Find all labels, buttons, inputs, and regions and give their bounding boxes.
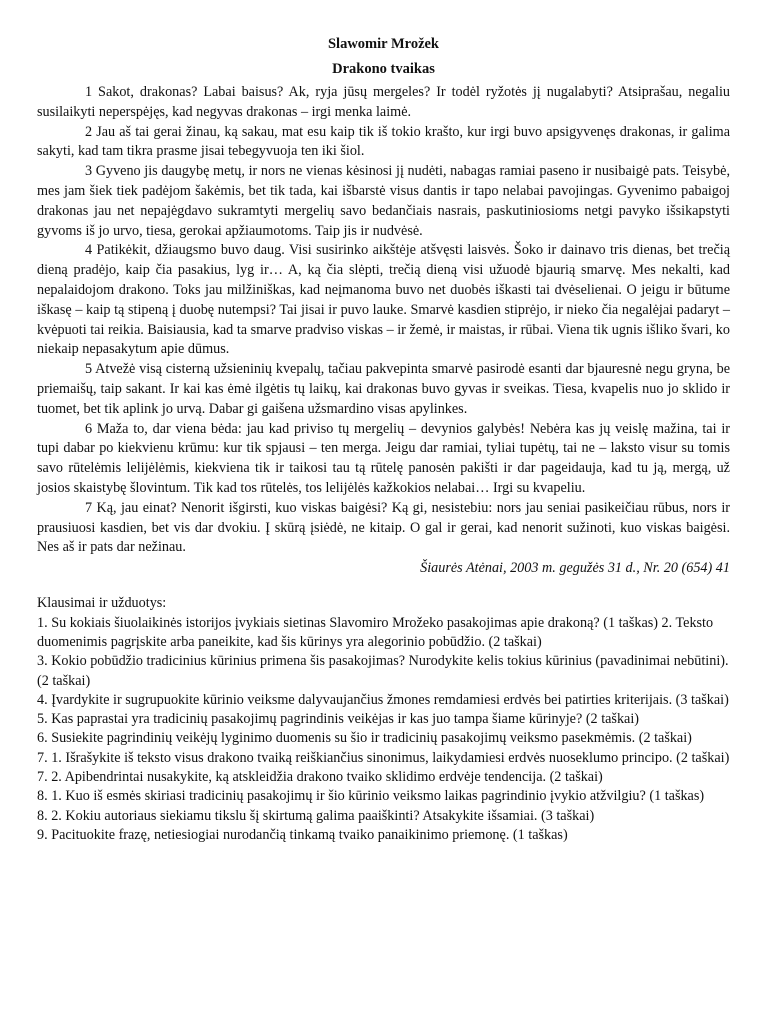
- story-paragraph: 2 Jau aš tai gerai žinau, ką sakau, mat esu kaip tik iš tokio krašto, kur irgi buvo apsigyvenęs drakonas, ir galima sakyti, kad tam tikra prasme jisai tebegyvuoja ten iki šiol.: [37, 123, 730, 160]
- question-item: 9. Pacituokite frazę, netiesiogiai nurodančią tinkamą tvaiko panaikinimo priemonę. (1 taškas): [37, 826, 568, 843]
- story-paragraph: 7 Ką, jau einat? Nenorit išgirsti, kuo viskas baigėsi? Ką gi, nesistebiu: nors jau seniai pasikeičiau rūbus, nors ir prausiuosi kasdien, bet vis dar dvokiu. Į skūrą įsiėdė, ne kitaip. O gal ir gerai, kad nenorit sužinoti, kuo viskas baigėsi. Nes aš ir pats dar nežinau.: [37, 499, 730, 556]
- questions-section: [37, 594, 730, 845]
- question-item: 4. Įvardykite ir sugrupuokite kūrinio veiksme dalyvaujančius žmones remdamiesi erdvės bei patirties kriterijais. (3 taškai): [37, 691, 729, 708]
- question-item: 6. Susiekite pagrindinių veikėjų lyginimo duomenis su šio ir tradicinių pasakojimų veiksmo pasekmėmis. (2 taškai): [37, 730, 692, 747]
- source-citation: Šiaurės Atėnai, 2003 m. gegužės 31 d., Nr. 20 (654) 41: [420, 560, 730, 577]
- story-text: [37, 83, 730, 558]
- story-paragraph: 5 Atvežė visą cisterną užsieninių kvepalų, tačiau pakvepinta smarvė pasirodė esanti dar bjauresnė negu gryna, be priemaišų, taip sakant. Ir kai kas ėmė ilgėtis tų laikų, kai drakonas buvo gyvas ir sveikas. Tiesa, kvapelis nuo jo sklido ir tuomet, bet tik aplink jo urvą. Dabar gi gaišena užsmardino visas apylinkes.: [37, 361, 730, 417]
- question-item: 3. Kokio pobūdžio tradicinius kūrinius primena šis pasakojimas? Nurodykite kelis tokius kūrinius (pavadinimai nebūtini). (2 taškai): [37, 653, 729, 689]
- story-paragraph: 4 Patikėkit, džiaugsmo buvo daug. Visi susirinko aikštėje atšvęsti laisvės. Šoko ir dainavo tris dienas, bet trečią dieną pradėjo, kaip čia pasakius, lyg ir… A, ką čia slėpti, trečią dieną visi užuodė bjaurią smarvę. Mes nekalti, kad nepalaidojom drakono. Toks jau milžiniškas, kad neįmanoma buvo net duobės iškasti tai dvėselienai. O jeigu ir būtume iškasę – kaip tą stipeną į duobę nutempsi? Tai jisai ir puvo lauke. Smarvė kasdien stiprėjo, ir nieko čia negalėjai padaryt – kvėpuoti tai reikia. Baisiausia, kad ta smarve pradviso viskas – ir žemė, ir maistas, ir rūbai. Viena tik ugnis išliko švari, ko niekaip nepasakytum apie dūmus.: [37, 242, 730, 358]
- question-item: 8. 1. Kuo iš esmės skiriasi tradicinių pasakojimų ir šio kūrinio veiksmo laikas pagrindinio įvykio atžvilgiu? (1 taškas): [37, 788, 705, 805]
- author-name: Slawomir Mrožek: [327, 36, 439, 52]
- question-item: 1. Su kokiais šiuolaikinės istorijos įvykiais sietinas Slavomiro Mrožeko pasakojimas apie drakoną? (1 taškas) 2. Teksto duomenimis pagrįskite arba paneikite, kad šis kūrinys yra alegorinio pobūdžio. (2 taškai): [37, 614, 714, 650]
- story-title: Drakono tvaikas: [332, 61, 435, 77]
- story-paragraph: 3 Gyveno jis daugybę metų, ir nors ne vienas kėsinosi jį nudėti, nabagas ramiai paseno ir nusibaigė pats. Teisybė, mes jam šiek tiek padėjom šakėmis, bet tik tada, kai išbarstė visus dantis ir tapo nelabai pavojingas. Gyvenimo pabaigoj drakonas jau net nepajėgdavo sukramtyti mergelių savo bedančiais nasrais, paskutiniosioms netgi pavyko išsikapstyti gyvoms iš jo urvo, tiesa, gerokai apžiaumotoms. Taip jis ir nudvėsė.: [37, 163, 730, 239]
- question-item: 7. 1. Išrašykite iš teksto visus drakono tvaiką reiškiančius sinonimus, laikydamiesi erdvės nuoseklumo principo. (2 taškai): [37, 749, 730, 766]
- story-paragraph: 6 Maža to, dar viena bėda: jau kad priviso tų mergelių – devynios galybės! Nebėra kas jų veislę mažina, tai ir tupi dabar po kiekvienu krūmu: kur tik spjausi – ten merga. Jeigu dar ramiai, tyliai tupėtų, tai ne – laksto visur su tomis savo rūtelėmis lelijėlėmis, kiekviena tik ir taikosi tau tą rūtelę panosėn pakišti ir dar pageidauja, kad tu ją, mergą, už josios skaistybę šlovintum. Tik kad tos rūtelės, tos lelijėlės kažkokios nelabai… Irgi su kvapeliu.: [37, 420, 730, 496]
- questions-heading: Klausimai ir užduotys:: [37, 595, 167, 612]
- question-item: 8. 2. Kokiu autoriaus siekiamu tikslu šį skirtumą galima paaiškinti? Atsakykite išsamiai. (3 taškai): [37, 807, 595, 824]
- question-item: 5. Kas paprastai yra tradicinių pasakojimų pagrindinis veikėjas ir kas juo tampa šiame kūrinyje? (2 taškai): [37, 711, 640, 728]
- question-item: 7. 2. Apibendrintai nusakykite, ką atskleidžia drakono tvaiko sklidimo erdvėje tendencija. (2 taškai): [37, 769, 603, 785]
- story-paragraph: 1 Sakot, drakonas? Labai baisus? Ak, ryja jūsų mergeles? Ir todėl ryžotės jį nugalabyti? Atsiprašau, negaliu susilaikyti neperspėjęs, kad negyvas drakonas – irgi menka laimė.: [37, 84, 730, 120]
